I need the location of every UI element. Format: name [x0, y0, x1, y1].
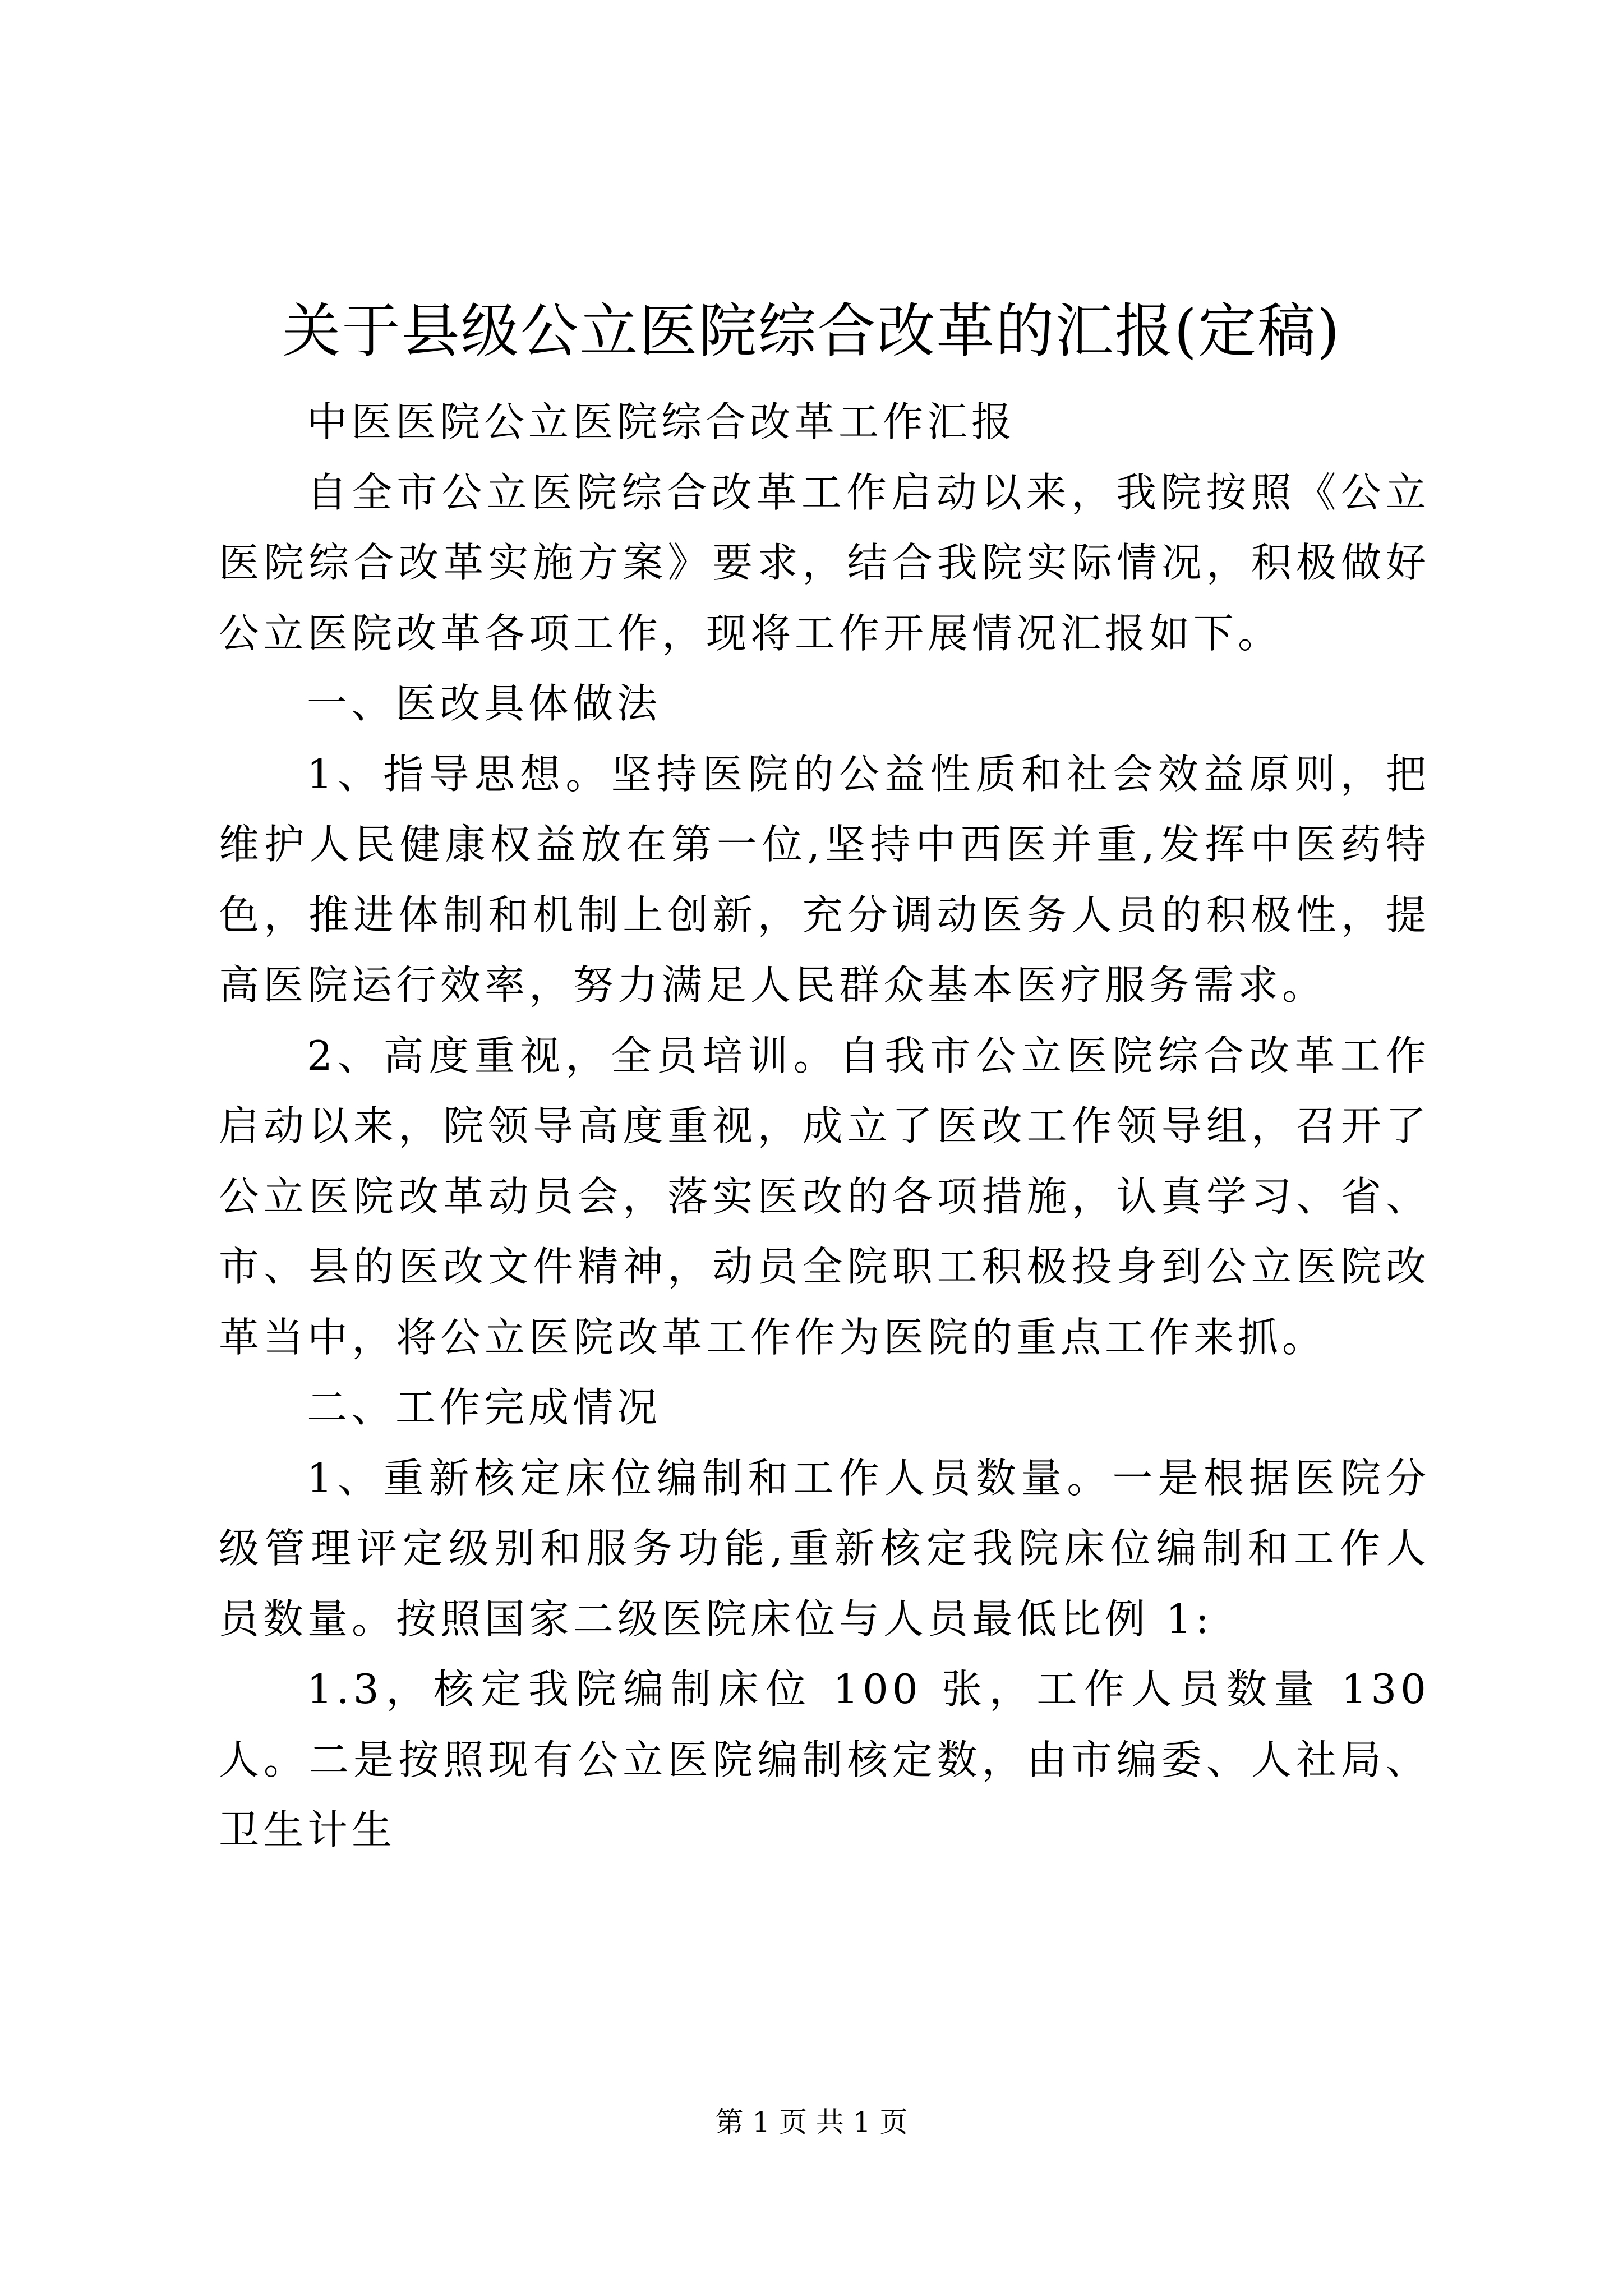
body-paragraph: 1、指导思想。坚持医院的公益性质和社会效益原则，把维护人民健康权益放在第一位,坚持中西医并重,发挥中医药特色，推进体制和机制上创新，充分调动医务人员的积极性，提高医院运行效率，努力满足人民群众基本医疗服务需求。	[219, 750, 1430, 1009]
document-title: 关于县级公立医院综合改革的汇报(定稿)	[282, 297, 1341, 365]
intro-paragraph: 自全市公立医院综合改革工作启动以来，我院按照《公立医院综合改革实施方案》要求，结合我院实际情况，积极做好公立医院改革各项工作，现将工作开展情况汇报如下。	[219, 468, 1430, 657]
body-paragraph: 1、重新核定床位编制和工作人员数量。一是根据医院分级管理评定级别和服务功能,重新核定我院床位编制和工作人员数量。按照国家二级医院床位与人员最低比例 1:	[219, 1454, 1430, 1642]
body-paragraph: 1.3，核定我院编制床位 100 张，工作人员数量 130 人。二是按照现有公立医院编制核定数，由市编委、人社局、卫生计生	[219, 1665, 1430, 1853]
body-paragraph: 2、高度重视，全员培训。自我市公立医院综合改革工作启动以来，院领导高度重视，成立了医改工作领导组，召开了公立医院改革动员会，落实医改的各项措施，认真学习、省、市、县的医改文件精神，动员全院职工积极投身到公立医院改革当中，将公立医院改革工作作为医院的重点工作来抓。	[219, 1032, 1430, 1361]
section-heading-1: 一、医改具体做法	[307, 680, 662, 727]
page-footer: 第 1 页 共 1 页	[715, 2106, 908, 2138]
section-heading-2: 二、工作完成情况	[307, 1384, 662, 1431]
subtitle-paragraph: 中医医院公立医院综合改革工作汇报	[307, 398, 1016, 445]
document-body	[219, 387, 1430, 1866]
